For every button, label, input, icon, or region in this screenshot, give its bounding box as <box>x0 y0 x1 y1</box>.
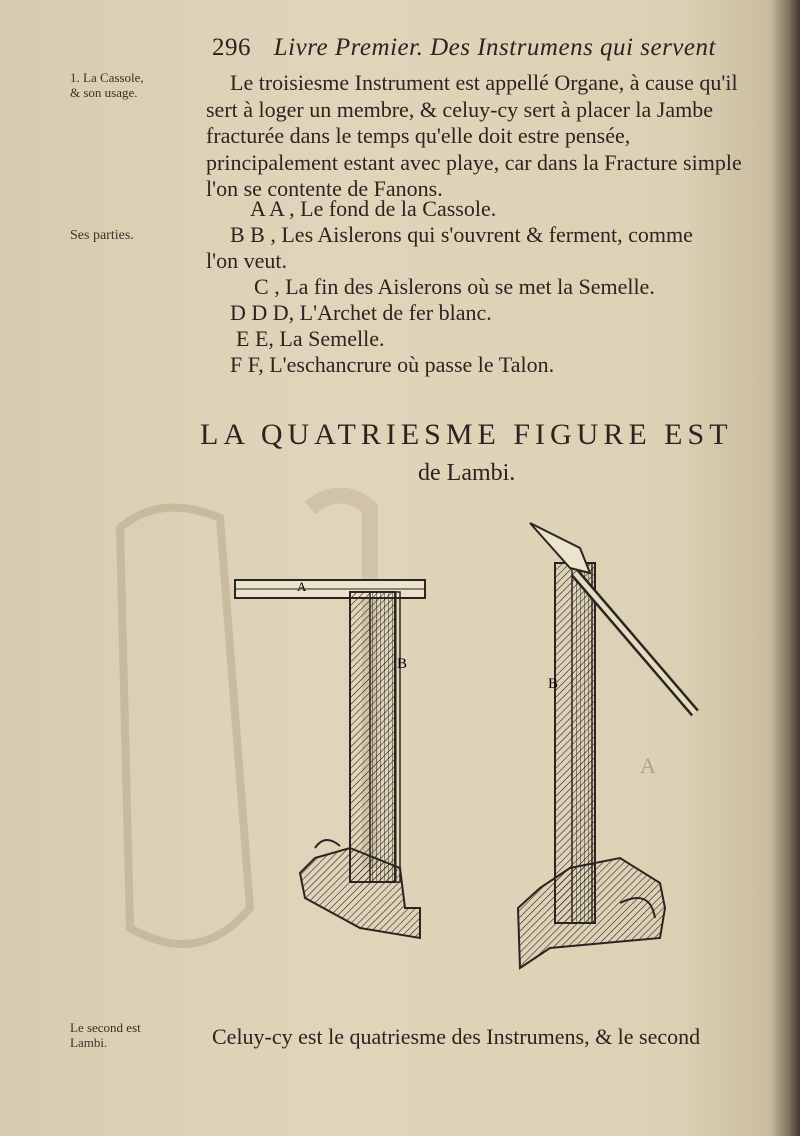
label-left-B: B <box>397 656 408 672</box>
margin-note-lambi: Le second est Lambi. <box>70 1020 141 1050</box>
part-separator: , <box>270 222 276 247</box>
right-instrument <box>518 523 695 968</box>
part-code: D D D, <box>230 300 295 325</box>
part-description: L'eschancrure où passe le Talon. <box>269 352 555 377</box>
part-code: A A <box>250 196 284 221</box>
part-row <box>230 222 770 248</box>
page-header <box>212 34 772 62</box>
part-description: La fin des Aislerons où se met la Semelle. <box>285 274 655 299</box>
parts-list <box>206 196 770 378</box>
part-row <box>230 352 770 378</box>
main-paragraph <box>206 70 766 203</box>
part-description: l'on veut. <box>206 248 287 273</box>
part-row <box>206 248 770 274</box>
part-code: F F, <box>230 352 264 377</box>
caption-text: Celuy-cy est le quatriesme des Instrumens, & le second <box>212 1024 701 1049</box>
margin-note-cassole: 1. La Cassole, & son usage. <box>70 70 144 100</box>
lambi-illustration <box>100 488 770 1018</box>
figure-subheading: de Lambi. <box>418 460 516 486</box>
part-row <box>230 300 770 326</box>
part-row <box>230 196 770 222</box>
page-number: 296 <box>212 34 251 61</box>
margin-note-parts: Ses parties. <box>70 228 134 243</box>
part-description: Les Aislerons qui s'ouvrent & ferment, comme <box>281 222 693 247</box>
left-instrument <box>235 579 425 938</box>
part-code: C <box>254 274 269 299</box>
part-description: La Semelle. <box>279 326 385 351</box>
part-code: B B <box>230 222 265 247</box>
paragraph-text: Le troisiesme Instrument est appellé Organe, à cause qu'il sert à loger un membre, & celuy-cy sert à placer la Jambe fracturée dans le temps qu'elle doit estre pensée, principalement estant avec playe, car dans la Fracture simple l'on se contente de Fanons. <box>206 70 742 201</box>
part-row <box>230 326 770 352</box>
part-description: Le fond de la Cassole. <box>300 196 497 221</box>
part-separator: , <box>274 274 280 299</box>
page-spine-shadow <box>772 0 800 1136</box>
label-right-B: B <box>548 676 559 692</box>
part-code: E E, <box>236 326 274 351</box>
figure-heading: LA QUATRIESME FIGURE EST <box>200 418 733 451</box>
label-left-A: A <box>297 579 307 594</box>
label-right-A: A <box>640 753 656 778</box>
part-row <box>230 274 770 300</box>
running-title: Livre Premier. Des Instrumens qui servent <box>273 34 716 61</box>
part-separator: , <box>289 196 295 221</box>
part-description: L'Archet de fer blanc. <box>299 300 492 325</box>
